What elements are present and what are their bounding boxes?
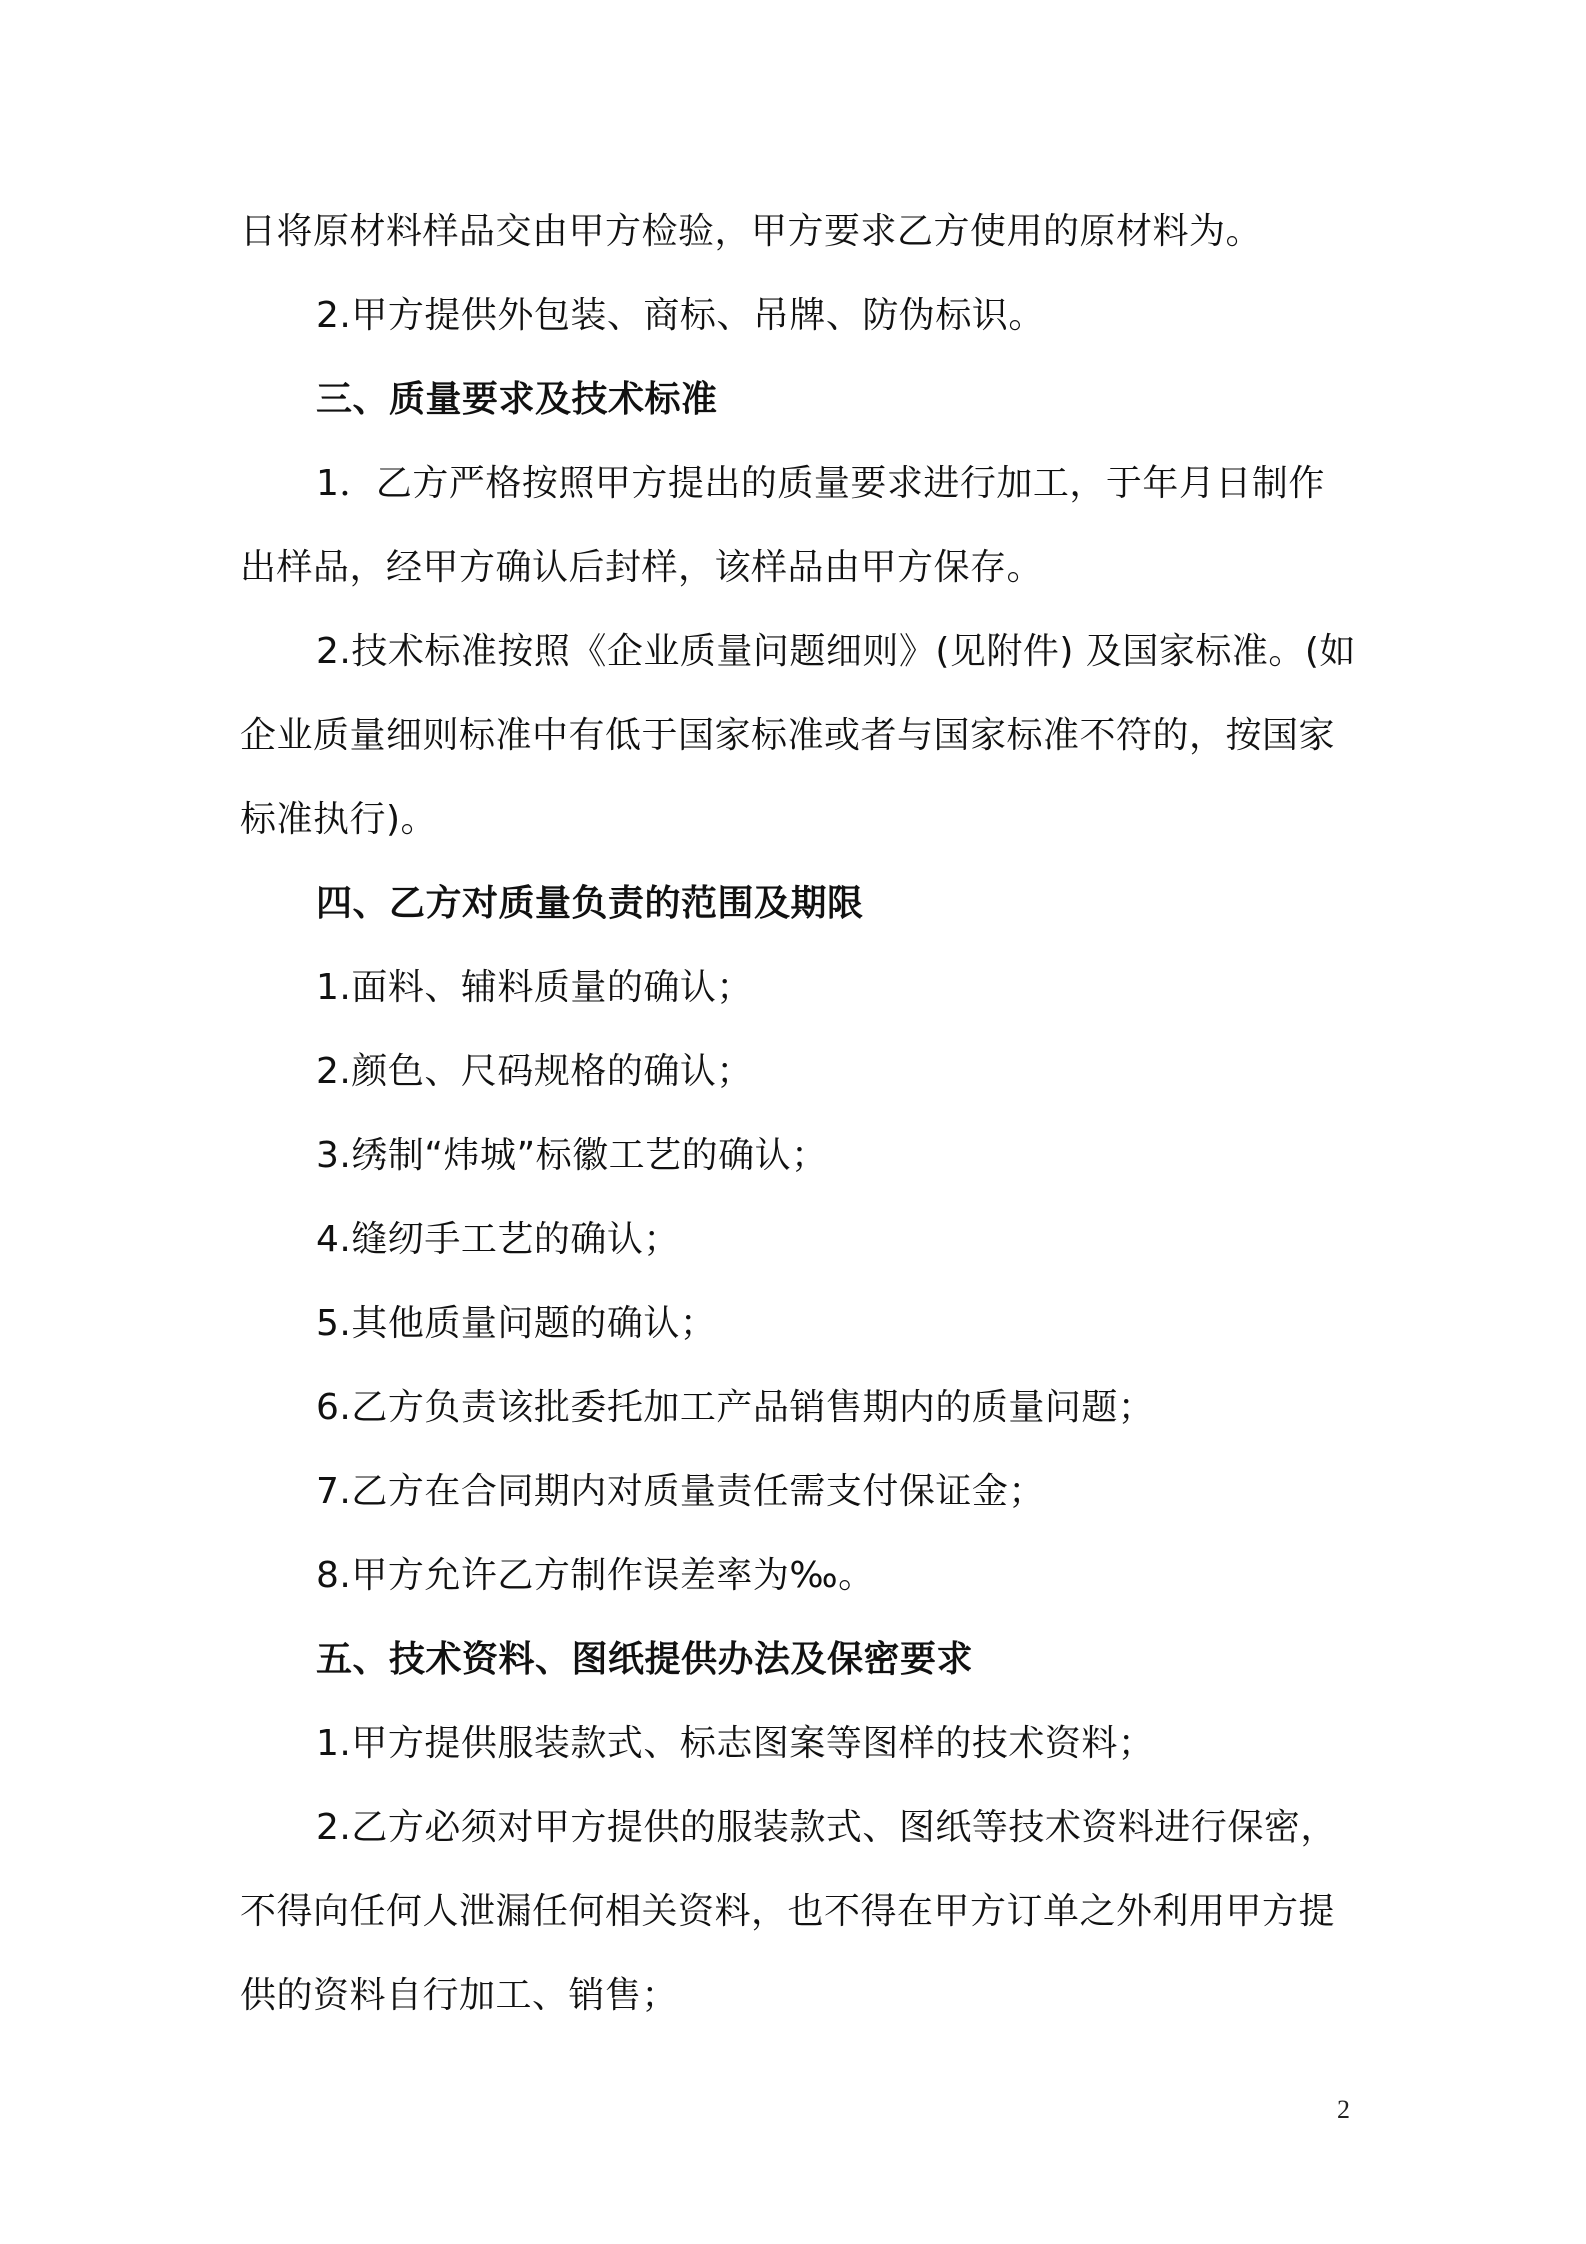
- list-item: 5.其他质量问题的确认；: [316, 1303, 717, 1344]
- list-item: 8.甲方允许乙方制作误差率为‰。: [316, 1555, 875, 1596]
- list-item: 3.绣制“炜城”标徽工艺的确认；: [316, 1135, 828, 1176]
- text-line: 1．乙方严格按照甲方提出的质量要求进行加工，于年月日制作: [316, 463, 1325, 504]
- list-item: 2.乙方必须对甲方提供的服装款式、图纸等技术资料进行保密，: [316, 1807, 1337, 1848]
- text-line: 企业质量细则标准中有低于国家标准或者与国家标准不符的，按国家: [240, 715, 1336, 756]
- list-item: 4.缝纫手工艺的确认；: [316, 1219, 680, 1260]
- list-item: 2.颜色、尺码规格的确认；: [316, 1051, 753, 1092]
- text-line: 标准执行)。: [240, 799, 438, 840]
- text-line: 出样品，经甲方确认后封样，该样品由甲方保存。: [240, 547, 1044, 588]
- list-item: 6.乙方负责该批委托加工产品销售期内的质量问题；: [316, 1387, 1155, 1428]
- section-heading: 三、质量要求及技术标准: [316, 379, 718, 420]
- text-line: 供的资料自行加工、销售；: [240, 1975, 679, 2016]
- text-line: 不得向任何人泄漏任何相关资料，也不得在甲方订单之外利用甲方提: [240, 1891, 1336, 1932]
- section-heading: 四、乙方对质量负责的范围及期限: [316, 883, 864, 924]
- document-body: [240, 190, 1360, 2038]
- text-line: 2.技术标准按照《企业质量问题细则》(见附件) 及国家标准。(如: [316, 631, 1356, 672]
- text-line: 2.甲方提供外包装、商标、吊牌、防伪标识。: [316, 295, 1045, 336]
- list-item: 1.甲方提供服装款式、标志图案等图样的技术资料；: [316, 1723, 1155, 1764]
- list-item: 7.乙方在合同期内对质量责任需支付保证金；: [316, 1471, 1045, 1512]
- page-number: 2: [1337, 2095, 1350, 2124]
- section-heading: 五、技术资料、图纸提供办法及保密要求: [316, 1639, 974, 1680]
- text-line: 日将原材料样品交由甲方检验，甲方要求乙方使用的原材料为。: [240, 211, 1263, 252]
- list-item: 1.面料、辅料质量的确认；: [316, 967, 753, 1008]
